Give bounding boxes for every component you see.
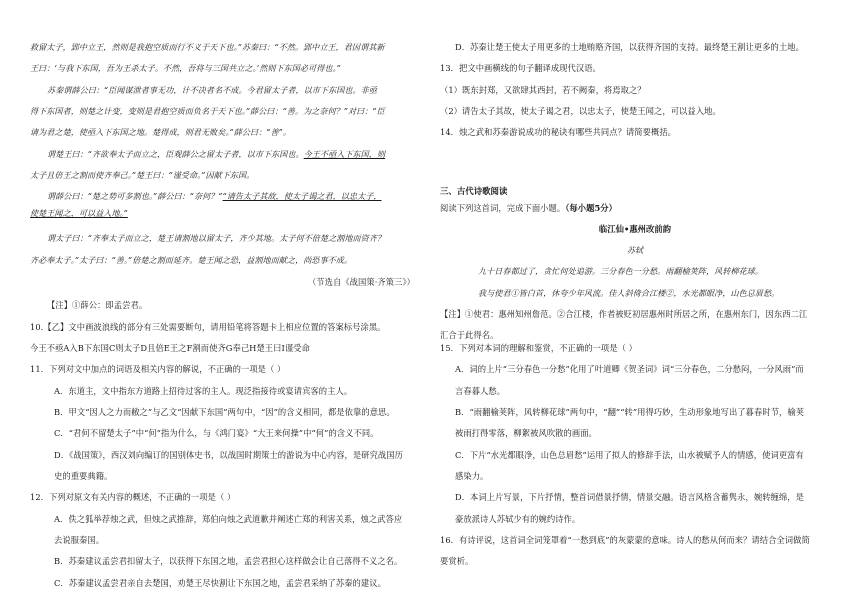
option-d-cont: 史的重要典籍。 (54, 471, 113, 481)
option-d: D．本词上片写景，下片抒情，整首词借景抒情，情景交融。语言风格含蓄隽永，婉转缠绵，是 (455, 492, 804, 502)
question-13-1: （1）既东封郑，又欲肆其西封，若不阙秦，将焉取之？ (440, 85, 646, 95)
passage-line: 谓楚王曰：“齐欲奉太子而立之，臣观薛公之留太子者，以市下东国也。今王不亟入下东国，则 (47, 149, 386, 159)
question-10: 10.【乙】文中画波浪线的部分有三处需要断句，请用铅笔将答题卡上相应位置的答案标号涂黑。 (30, 322, 386, 332)
option-b: B．甲文“因人之力而敝之”与乙文“因献下东国”两句中，“因”的含义相同，都是依靠的意思。 (54, 407, 395, 417)
option-a: A．佚之狐举荐烛之武，但烛之武推辞，郑伯向烛之武道歉并阐述亡郑的利害关系，烛之武答应 (54, 514, 403, 524)
option-d-cont: 豪放派诗人苏轼少有的婉约诗作。 (455, 514, 581, 524)
poem-line: 九十日春都过了，贪忙何处追游。三分春色一分愁。雨翻榆荚阵，风转柳花球。 (478, 266, 764, 276)
question-13-2: （2）请告太子其故，使太子谒之君，以忠太子，使楚王闻之，可以益入地。 (440, 106, 721, 116)
question-16-cont: 要赏析。 (440, 556, 474, 566)
question-12: 12．下列对原文有关内容的概述，不正确的一项是（ ） (30, 492, 236, 502)
passage-source: （节选自《战国策·齐策三》） (307, 277, 415, 287)
passage-line: 太子且倍王之割而使齐奉己。”楚王曰：“谨受命。”因献下东国。 (30, 170, 255, 180)
poem-note: 【注】①使君：惠州知州詹范。②合江楼，作者被贬初居惠州时所居之所，在惠州东门，因东西二江 (440, 309, 808, 319)
passage-line: 王曰：‘与我下东国，吾为王杀太子。不然，吾将与三国共立之。’然则下东国必可得也。” (30, 63, 341, 73)
section-intro: 阅读下列这首词，完成下面小题。（每小题5分） (440, 203, 617, 213)
passage-line: 谓薛公曰：“楚之势可多割也。”薛公曰：“奈何？”“请告太子其故，使太子谒之君，以忠太子， (47, 191, 382, 201)
section-intro-score: （每小题5分） (565, 203, 617, 213)
passage-line: 齐必奉太子。”太子曰：“善。”倍楚之割而延齐。楚王闻之恐，益割地而献之，尚恐事不成。 (30, 255, 353, 265)
option-c: C．苏秦建议孟尝君亲自去楚国，劝楚王尽快割让下东国之地，孟尝君采纳了苏秦的建议。 (54, 578, 386, 588)
option-a: A．东道主，文中指东方道路上招待过客的主人。现泛指接待或宴请宾客的主人。 (54, 386, 353, 396)
question-11: 11．下列对文中加点的词语及相关内容的解说，不正确的一项是（ ） (30, 364, 286, 374)
poem-title: 临江仙•惠州改前韵 (598, 224, 672, 234)
passage-line: 得下东国者，则楚之计变，变则是君抱空质而负名于天下也。”薛公曰：“善。为之奈何？”对曰：“臣 (30, 106, 385, 116)
passage-line: 苏秦谓薛公曰：“臣闻谋泄者事无功，计不决者名不成。今君留太子者，以市下东国也。非亟 (47, 85, 377, 95)
poem-note-cont: 汇合于此得名。 (440, 330, 499, 340)
option-b-cont: 被雨打得零落，柳絮被风吹散的画面。 (455, 428, 597, 438)
passage-line: 救留太子，郢中立王，然则是我抱空质而行不义于天下也。”苏秦曰：“不然。郢中立王，君因谓其新 (30, 42, 385, 52)
passage-line: 使楚王闻之，可以益入地。” (30, 208, 128, 218)
option-a: A．词的上片“三分春色一分愁”化用了叶道卿《贺圣词》词“三分春色，二分愁闷，一分风雨”而 (455, 364, 804, 374)
question-15: 15．下列对本词的理解和鉴赏，不正确的一项是（ ） (440, 343, 637, 353)
passage-line: 请为君之楚，使亟入下东国之地。楚得成，则君无败矣。”薛公曰：“善”。 (30, 127, 291, 137)
question-14: 14．烛之武和苏秦游说成功的秘诀有哪些共同点？请简要概括。 (440, 127, 677, 137)
question-16: 16．有诗评说，这首词全词笼罩着“一愁到底”的灰蒙蒙的意味。诗人的愁从何而来？请结合全词做简 (440, 535, 810, 545)
option-c: C．“君何不留楚太子”中“何”指为什么，与《鸿门宴》“大王来何操”中“何”的含义不同。 (54, 428, 379, 438)
option-d: D．《战国策》，西汉刘向编订的国别体史书，以战国时期策士的游说为中心内容，是研究战国历 (54, 450, 403, 460)
option-a-cont: 去说服秦国。 (54, 535, 105, 545)
underlined-sentence: 今王不亟入下东国，则 (303, 149, 386, 159)
option-c: C．下片“水光都眼净，山色总眉愁”运用了拟人的修辞手法，山水被赋予人的情感，使词更富有 (455, 450, 804, 460)
question-13: 13．把文中画横线的句子翻译成现代汉语。 (440, 63, 601, 73)
poem-author: 苏轼 (626, 245, 644, 255)
passage-line: 谓太子曰：“齐奉太子而立之，楚王请割地以留太子，齐少其地。太子何不倍楚之割地而资齐？ (47, 233, 386, 243)
option-b: B．“雨翻榆荚阵，风转柳花球”两句中，“翻”“转”用得巧妙，生动形象地写出了暮春时节，榆荚 (455, 407, 805, 417)
question-10-text: 今王不亟A入B下东国C则太子D且倍E王之F割而使齐G奉己H楚王曰I谨受命 (30, 343, 310, 353)
poem-line: 我与使君①皆白首，休夸少年风流。佳人斜倚合江楼②，水光都眼净，山色总眉愁。 (478, 288, 780, 298)
option-b: B．苏秦建议孟尝君扣留太子，以获得下东国之地，孟尝君担心这样做会让自己落得不义之名。 (54, 556, 403, 566)
option-d: D．苏秦让楚王使太子用更多的土地贿赂齐国，以获得齐国的支持。最终楚王割让更多的土地。 (455, 42, 804, 52)
option-c-cont: 感染力。 (455, 471, 489, 481)
option-a-cont: 言春暮人愁。 (455, 386, 506, 396)
underlined-sentence: “请告太子其故，使太子谒之君，以忠太子， (222, 191, 382, 201)
section-title: 三、古代诗歌阅读 (440, 186, 508, 196)
passage-note: 【注】①薛公：即孟尝君。 (47, 300, 148, 310)
